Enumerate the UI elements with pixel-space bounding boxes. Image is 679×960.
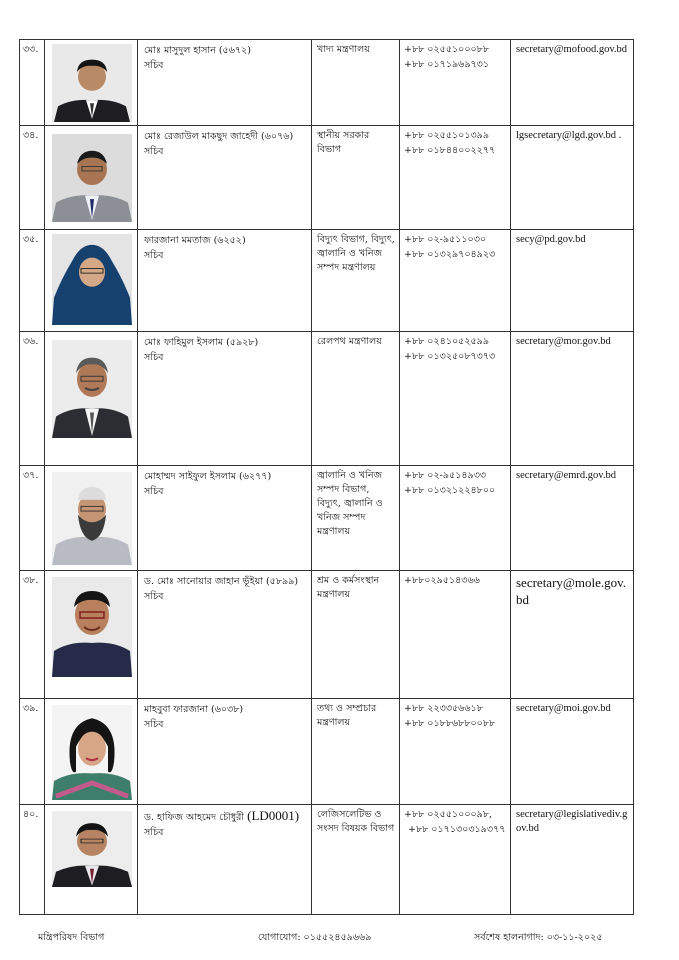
name-cell xyxy=(138,126,312,230)
officer-code: (LD0001) xyxy=(247,808,300,823)
ministry-name: খাদ্য মন্ত্রণালয় xyxy=(312,40,400,126)
officer-name: মোঃ রেজাউল মাকছুদ জাহেদী (৬০৭৬) xyxy=(144,131,294,142)
phone-mobile: +৮৮ ০১৩২১২২৪৮০০ xyxy=(404,485,496,496)
serial-number: ৩৯. xyxy=(20,699,45,805)
phone-mobile: +৮৮ ০১৩২৯৭০৪৯২৩ xyxy=(404,249,496,260)
email-address[interactable]: secy@pd.gov.bd xyxy=(511,230,634,332)
officer-title: সচিব xyxy=(144,146,164,157)
email-address[interactable]: secretary@mofood.gov.bd xyxy=(511,40,634,126)
portrait-photo xyxy=(52,577,132,677)
footer-contact: যোগাযোগ: ০১৫৫২৪৫৯৬৬৯ xyxy=(258,932,372,943)
phone-office: +৮৮ ০২৫৫১০০০৯৮, xyxy=(404,809,493,820)
officer-name: ফারজানা মমতাজ (৬২৫২) xyxy=(144,235,246,246)
officer-title: সচিব xyxy=(144,60,164,71)
email-address[interactable]: secretary@legislativediv.gov.bd xyxy=(511,805,634,915)
officer-name: ড. হাফিজ আহমেদ চৌধুরী xyxy=(144,812,245,823)
officer-title: সচিব xyxy=(144,827,164,838)
phone-mobile: +৮৮ ০১৭১৩০৩১৯৩৭৭ xyxy=(408,824,506,835)
photo-cell xyxy=(45,571,138,699)
name-cell xyxy=(138,230,312,332)
officer-title: সচিব xyxy=(144,719,164,730)
ministry-name: লেজিসলেটিভ ও সংসদ বিষয়ক বিভাগ xyxy=(312,805,400,915)
photo-cell xyxy=(45,466,138,571)
photo-cell xyxy=(45,126,138,230)
officer-title: সচিব xyxy=(144,486,164,497)
portrait-photo xyxy=(52,340,132,438)
name-cell xyxy=(138,466,312,571)
phone-cell xyxy=(400,230,511,332)
phone-cell xyxy=(400,332,511,466)
photo-cell xyxy=(45,332,138,466)
table-row xyxy=(20,40,634,126)
phone-office: +৮৮ ০২৫৫১০১৩৯৯ xyxy=(404,130,490,141)
table-row xyxy=(20,466,634,571)
phone-office: +৮৮ ০২৫৫১০০০৮৮ xyxy=(404,44,490,55)
serial-number: ৩৫. xyxy=(20,230,45,332)
secretaries-table xyxy=(19,39,634,915)
phone-cell xyxy=(400,40,511,126)
email-address[interactable]: secretary@mor.gov.bd xyxy=(511,332,634,466)
portrait-photo xyxy=(52,811,132,887)
photo-cell xyxy=(45,699,138,805)
table-row xyxy=(20,126,634,230)
serial-number: ৪০. xyxy=(20,805,45,915)
portrait-photo xyxy=(52,705,132,800)
portrait-photo xyxy=(52,472,132,565)
ministry-name: জ্বালানি ও খনিজ সম্পদ বিভাগ, বিদ্যুৎ, জ্বালানি ও খনিজ সম্পদ মন্ত্রণালয় xyxy=(312,466,400,571)
phone-mobile: +৮৮ ০১৮৪৪০০২২৭৭ xyxy=(404,145,496,156)
table-row xyxy=(20,699,634,805)
phone-office: +৮৮০২৯৫১৪৩৬৬ xyxy=(404,575,480,586)
name-cell xyxy=(138,699,312,805)
phone-office: +৮৮ ০২৪১০৫২৫৯৯ xyxy=(404,336,490,347)
table-row xyxy=(20,230,634,332)
phone-office: +৮৮ ২২৩৩৫৬৬১৮ xyxy=(404,703,483,714)
email-address[interactable]: lgsecretary@lgd.gov.bd . xyxy=(511,126,634,230)
phone-office: +৮৮ ০২-৯৫১৪৯৩৩ xyxy=(404,470,487,481)
serial-number: ৩৮. xyxy=(20,571,45,699)
name-cell xyxy=(138,805,312,915)
officer-name: মোহাম্মদ সাইফুল ইসলাম (৬২৭৭) xyxy=(144,471,272,482)
phone-mobile: +৮৮ ০১৮৮৬৮৮০০৮৮ xyxy=(404,718,496,729)
officer-title: সচিব xyxy=(144,352,164,363)
officer-name: মোঃ মাসুদুল হাসান (৫৬৭২) xyxy=(144,45,251,56)
officer-name: ড. মোঃ সানোয়ার জাহান ভূঁইয়া (৫৮৯৯) xyxy=(144,576,299,587)
phone-cell xyxy=(400,805,511,915)
footer-last-updated: সর্বশেষ হালনাগাদ: ০৩-১১-২০২৫ xyxy=(474,932,603,943)
officer-name: মাহবুবা ফারজানা (৬০৩৮) xyxy=(144,704,244,715)
photo-cell xyxy=(45,40,138,126)
photo-cell xyxy=(45,230,138,332)
ministry-name: বিদ্যুৎ বিভাগ, বিদ্যুৎ, জ্বালানি ও খনিজ সম্পদ মন্ত্রণালয় xyxy=(312,230,400,332)
photo-cell xyxy=(45,805,138,915)
phone-mobile: +৮৮ ০১৭১৯৬৯৭৩১ xyxy=(404,59,490,70)
phone-cell xyxy=(400,571,511,699)
table-row xyxy=(20,805,634,915)
phone-cell xyxy=(400,699,511,805)
serial-number: ৩৭. xyxy=(20,466,45,571)
ministry-name: শ্রম ও কর্মসংস্থান মন্ত্রণালয় xyxy=(312,571,400,699)
serial-number: ৩৩. xyxy=(20,40,45,126)
ministry-name: তথ্য ও সম্প্রচার মন্ত্রণালয় xyxy=(312,699,400,805)
serial-number: ৩৬. xyxy=(20,332,45,466)
phone-cell xyxy=(400,466,511,571)
portrait-photo xyxy=(52,134,132,222)
portrait-photo xyxy=(52,234,132,325)
email-address[interactable]: secretary@mole.gov.bd xyxy=(511,571,634,699)
table-row xyxy=(20,571,634,699)
officer-title: সচিব xyxy=(144,591,164,602)
ministry-name: রেলপথ মন্ত্রণালয় xyxy=(312,332,400,466)
email-address[interactable]: secretary@emrd.gov.bd xyxy=(511,466,634,571)
officer-title: সচিব xyxy=(144,250,164,261)
serial-number: ৩৪. xyxy=(20,126,45,230)
name-cell xyxy=(138,332,312,466)
phone-cell xyxy=(400,126,511,230)
ministry-name: স্থানীয় সরকার বিভাগ xyxy=(312,126,400,230)
email-address[interactable]: secretary@moi.gov.bd xyxy=(511,699,634,805)
footer-department: মন্ত্রিপরিষদ বিভাগ xyxy=(38,932,105,943)
officer-name: মোঃ ফাহিমুল ইসলাম (৫৯২৮) xyxy=(144,337,259,348)
phone-mobile: +৮৮ ০১৩২৫০৮৭৩৭৩ xyxy=(404,351,496,362)
table-row xyxy=(20,332,634,466)
name-cell xyxy=(138,40,312,126)
phone-office: +৮৮ ০২-৯৫১১০৩০ xyxy=(404,234,487,245)
name-cell xyxy=(138,571,312,699)
portrait-photo xyxy=(52,44,132,122)
